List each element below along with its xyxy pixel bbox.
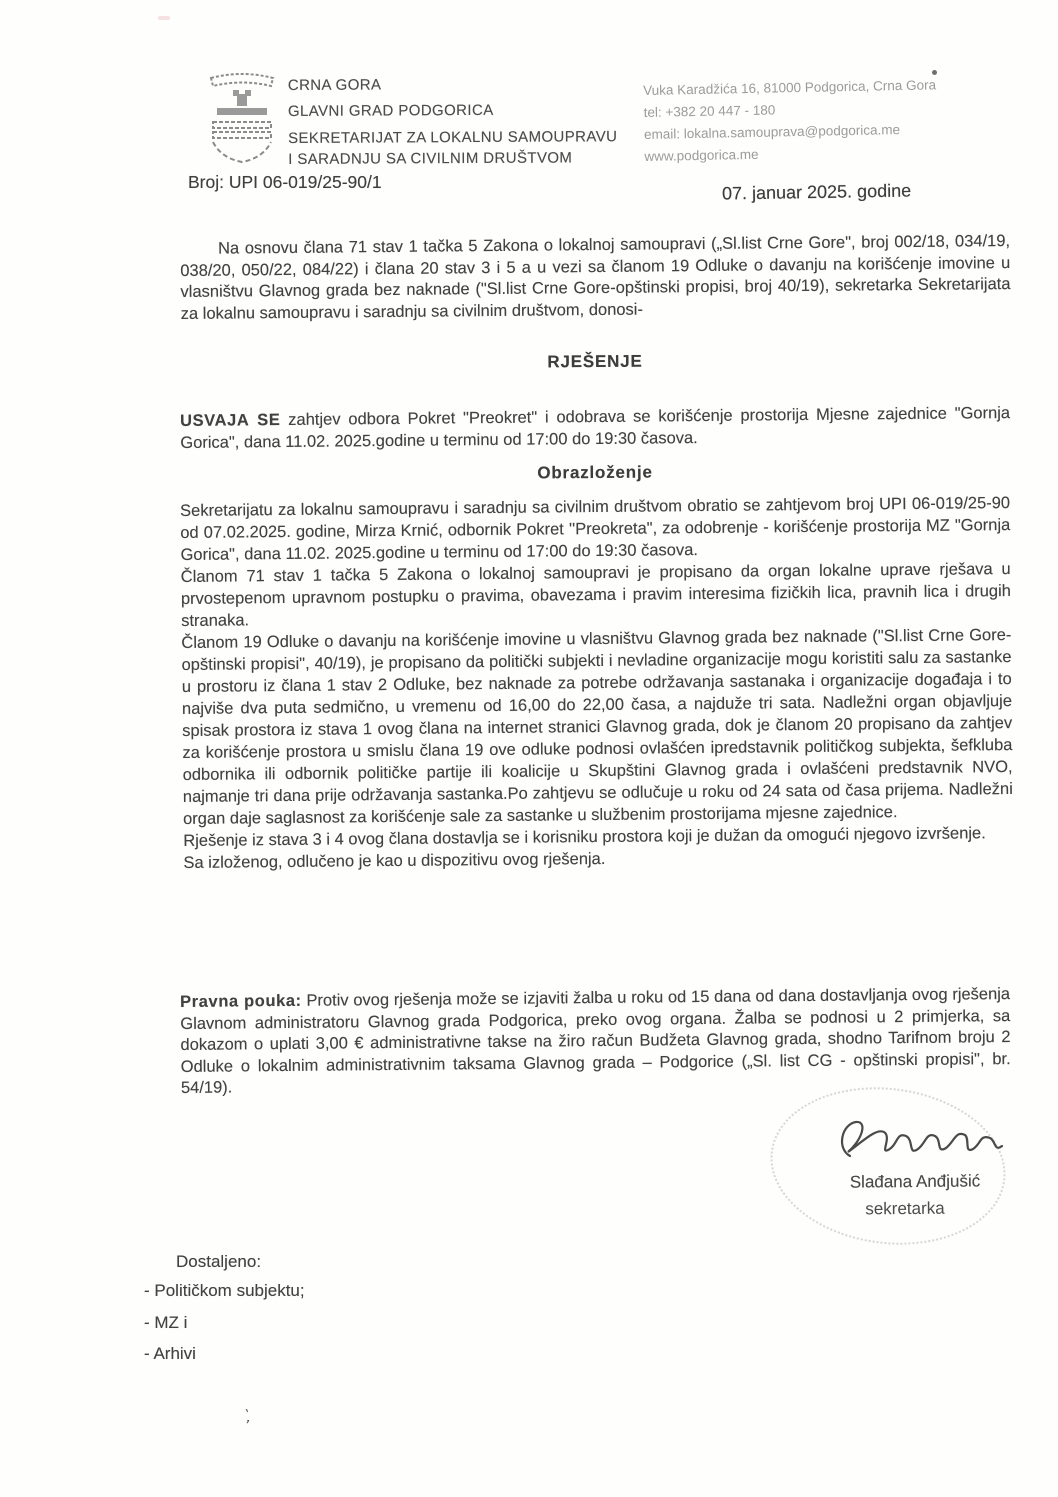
distribution-title: Dostaljeno: xyxy=(176,1252,262,1271)
coat-of-arms-graphic xyxy=(203,68,281,172)
document-title: RJEŠENJE xyxy=(547,351,643,372)
signature-stroke xyxy=(828,1112,1013,1174)
legal-basis-paragraph: Na osnovu člana 71 stav 1 tačka 5 Zakona o lokalnoj samoupravi („Sl.list Crne Gore", broj 002/18, 034/19, 038/20, 050/22, 084/22) i člana 20 stav 3 i 5 a u vezi sa članom 19 Odluke o davanju na korišćenje imovine u vlasništvu Glavnog grada bez naknade ("Sl.list Crne Gore-opštinski propisi, broj 40/19), sekretarka Sekretarijata za lokalnu samoupravu i saradnju sa civilnim društvom, donosi- xyxy=(180,231,1011,322)
legal-remedy-paragraph xyxy=(180,984,1011,1099)
explanation-paragraph-delivery: Rješenje iz stava 3 i 4 ovog člana dostavlja se i korisniku prostora koji je dužan da omogući njegovo izvršenje. xyxy=(183,824,986,850)
scan-mark xyxy=(158,16,170,20)
distribution-item-political-subject: - Političkom subjektu; xyxy=(144,1281,305,1300)
ink-dot xyxy=(932,70,937,75)
issuer-block xyxy=(288,73,648,170)
explanation-body xyxy=(180,492,1014,874)
signatory-role: sekretarka xyxy=(865,1198,945,1219)
decision-lead: USVAJA SE xyxy=(180,410,281,430)
decision-text: zahtjev odbora Pokret "Preokret" i odobrava se korišćenje prostorija Mjesne zajednice "Gornja Gorica", dana 11.02. 2025.godine u terminu od 17:00 do 19:30 časova. xyxy=(180,403,1011,451)
handwritten-signature xyxy=(828,1112,1013,1174)
document-date: 07. januar 2025. godine xyxy=(721,180,912,204)
explanation-paragraph-conclusion: Sa izloženog, odlučeno je kao u dispozitivu ovog rješenja. xyxy=(183,849,606,872)
secretariat-name-line1: SEKRETARIJAT ZA LOKALNU SAMOUPRAVU xyxy=(288,128,618,147)
document-number: Broj: UPI 06-019/25-90/1 xyxy=(188,172,382,192)
podgorica-coat-of-arms-icon xyxy=(203,68,281,172)
signatory-name: Slađana Anđjušić xyxy=(849,1171,981,1192)
distribution-item-mz: - MZ i xyxy=(144,1313,188,1332)
section-title-obrazlozenje: Obrazloženje xyxy=(537,462,653,483)
address-line: Vuka Karadžića 16, 81000 Podgorica, Crna Gora xyxy=(643,77,937,98)
city-name: GLAVNI GRAD PODGORICA xyxy=(287,101,494,120)
email-line: email: lokalna.samouprava@podgorica.me xyxy=(643,122,901,142)
legal-remedy-text: Protiv ovog rješenja može se izjaviti žalba u roku od 15 dana od dana dostavljanja ovog rješenja Glavnom administratoru Glavnog grada Podgorica, preko ovog organa. Žalba se podnosi u 2 primjerka, sa dokazom o uplati 3,00 € administrativne takse na žiro račun Budžeta Glavnog grada, shodno Tarifnom broju 2 Odluke o lokalnim administrativnim taksama Glavnog grada – Podgorice („Sl. list CG - opštinski propisi", br. 54/19). xyxy=(180,984,1011,1097)
phone-line: tel: +382 20 447 - 180 xyxy=(643,102,776,120)
country-name: CRNA GORA xyxy=(287,76,382,94)
explanation-paragraph-article71: Članom 71 stav 1 tačka 5 Zakona o lokalnoj samoupravi je propisano da organ lokalne uprave rješava u prvostepenom upravnom postupku o pravima, obavezama i pravim interesima fizičkih lica, pravnih lica i drugih stranaka. xyxy=(180,560,1011,630)
explanation-paragraph-request: Sekretarijatu za lokalnu samoupravu i saradnju sa civilnim društvom obratio se zahtjevom broj UPI 06-019/25-90 od 07.02.2025. godine, Mirza Krnić, odbornik Pokret ''Preokreta", za odobrenje - korišćenje prostorija MZ "Gornja Gorica", dana 11.02. 2025.godine u terminu od 17:00 do 19:30 časova. xyxy=(180,494,1011,564)
website-line: www.podgorica.me xyxy=(644,146,759,164)
contact-block xyxy=(643,73,1015,168)
legal-remedy-lead: Pravna pouka: xyxy=(180,991,302,1011)
decision-paragraph xyxy=(180,403,1010,454)
explanation-paragraph-article19: Članom 19 Odluke o davanju na korišćenje imovine u vlasništvu Glavnog grada bez naknade ("Sl.list Crne Gore-opštinski propisi", 40/19), je propisano da politički subjekti i nevladine organizacije mogu koristiti salu za sastanke u prostoru iz člana 1 stav 2 Odluke, bez naknade za potrebe održavanja sastanaka i organizacije događaja i to najviše dva puta sedmično, u vremenu od 16,00 do 22,00 časa, a najduže tri sata. Nadležni organ objavljuje spisak prostora iz stava 1 ovog člana na internet stranici Glavnog grada, dok je članom 20 propisano da zahtjev za korišćenje prostora u smislu člana 19 ove odluke podnosi ovlašćen ipredstavnik političkog subjekta, šefkluba odbornika ili odbornik političke partije ili koalicije u Skupštini Glavnog grada i ovlašćeni predstavnik NVO, najmanje tri dana prije održavanja sastanka.Po zahtjevu se odlučuje u roku od 24 sata od časa prijema. Nadležni organ daje saglasnost za korišćenje sale za sastanke u službenim prostorijama mjesne zajednice. xyxy=(181,626,1013,828)
ink-speck: `, xyxy=(239,1406,255,1426)
secretariat-name-line2: I SARADNJU SA CIVILNIM DRUŠTVOM xyxy=(288,149,573,168)
distribution-item-archive: - Arhivi xyxy=(144,1344,196,1363)
